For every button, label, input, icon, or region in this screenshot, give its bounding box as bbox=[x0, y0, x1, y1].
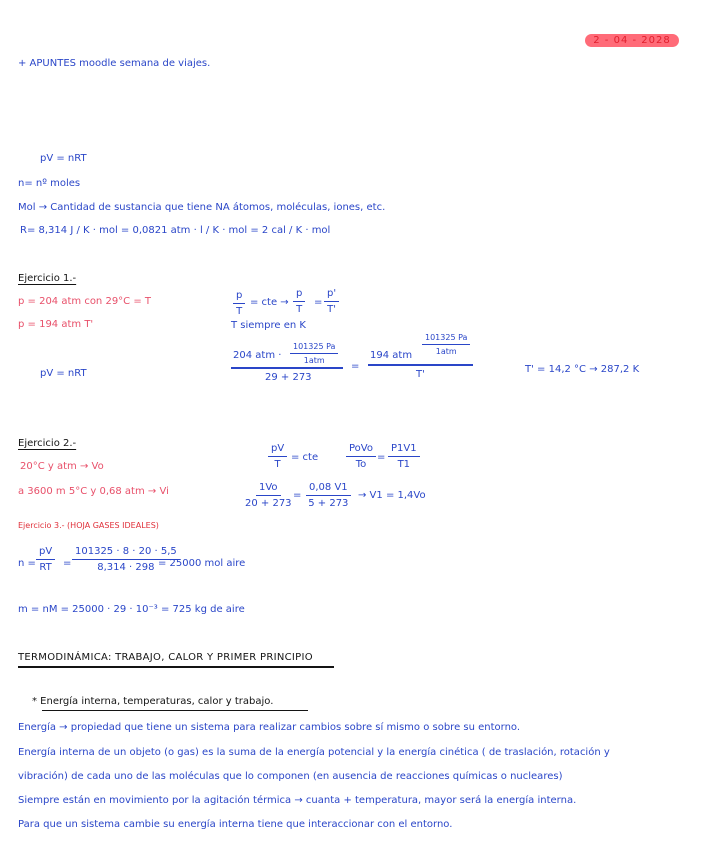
ej1-pa-conversion-right: 101325 Pa 1atm bbox=[422, 333, 470, 356]
ej1-pressure-2: p = 194 atm T' bbox=[18, 319, 94, 330]
ej1-equals: = bbox=[314, 297, 323, 308]
ej1-kelvin-note: T siempre en K bbox=[231, 320, 306, 331]
mol-definition: Mol → Cantidad de sustancia que tiene NA átomos, moléculas, iones, etc. bbox=[18, 202, 386, 213]
ej1-fraction-p-prime: $\frac{p'}{T'}$ bbox=[324, 288, 339, 315]
ej2-cte: = cte bbox=[291, 452, 319, 463]
ej2-condition-1: 20°C y atm → Vo bbox=[20, 461, 104, 472]
ej3-fraction-pv-rt: $\frac{pV}{RT}$ bbox=[36, 546, 55, 573]
ej1-pa-conversion-left: 101325 Pa 1atm bbox=[290, 342, 338, 365]
ej2-fraction-p1v1: $\frac{P1V1}{T1}$ bbox=[388, 443, 420, 470]
ej2-fraction-v1: $\frac{0,08 V1}{5 + 273}$ bbox=[306, 482, 351, 509]
ej3-n-result: = 25000 mol aire bbox=[158, 558, 246, 569]
date-highlight: 2 - 04 - 2028 bbox=[585, 34, 679, 47]
ej1-right-prefix: 194 atm bbox=[370, 350, 413, 361]
ej1-left-fraction-bar bbox=[231, 367, 343, 369]
ej2-condition-2: a 3600 m 5°C y 0,68 atm → Vi bbox=[18, 486, 169, 497]
ej2-equals-1: = bbox=[377, 452, 386, 463]
r-constant: R= 8,314 J / K · mol = 0,0821 atm · l / K · mol = 2 cal / K · mol bbox=[20, 225, 331, 236]
ej2-fraction-povo: PoVo To bbox=[346, 443, 376, 470]
subheading-underline bbox=[42, 710, 308, 711]
ideal-gas-law: pV = nRT bbox=[40, 153, 87, 164]
ej1-cte-arrow: = cte → bbox=[250, 297, 289, 308]
ej1-gas-law: pV = nRT bbox=[40, 368, 87, 379]
termodinamica-heading: TERMODINÁMICA: TRABAJO, CALOR Y PRIMER PRINCIPIO bbox=[18, 652, 313, 663]
paragraph-energia: Energía → propiedad que tiene un sistema para realizar cambios sobre sí mismo o sobre su entorno. bbox=[18, 722, 521, 733]
ejercicio-1-title: Ejercicio 1.- bbox=[18, 273, 77, 284]
paragraph-movimiento: Siempre están en movimiento por la agitación térmica → cuanta + temperatura, mayor será la energía interna. bbox=[18, 795, 577, 806]
ej1-left-denominator: 29 + 273 bbox=[265, 372, 312, 383]
ejercicio-3-title: Ejercicio 3.- (HOJA GASES IDEALES) bbox=[18, 521, 159, 530]
ej2-equals-2: = bbox=[293, 490, 302, 501]
n-definition: n= nº moles bbox=[18, 178, 81, 189]
ej2-fraction-pv-t: $\frac{pV}{T}$ bbox=[268, 443, 287, 470]
ej3-fraction-values: $\frac{101325 \cdot 8 \cdot 20 \cdot 5,5}{8,314 \cdot 298}$ bbox=[72, 546, 180, 573]
ej1-result: T' = 14,2 °C → 287,2 K bbox=[525, 364, 640, 375]
termo-subheading: * Energía interna, temperaturas, calor y trabajo. bbox=[32, 696, 274, 707]
ej1-right-denominator: T' bbox=[416, 369, 425, 380]
paragraph-energia-interna: Energía interna de un objeto (o gas) es la suma de la energía potencial y la energía cinética ( de traslación, rotación y bbox=[18, 747, 610, 758]
ej3-mass-line: m = nM = 25000 · 29 · 10⁻³ = 725 kg de aire bbox=[18, 604, 245, 615]
ej1-left-prefix: 204 atm · bbox=[233, 350, 282, 361]
ej2-result: → V1 = 1,4Vo bbox=[358, 490, 426, 501]
ej1-pressure-1: p = 204 atm con 29°C = T bbox=[18, 296, 152, 307]
ej1-fraction-p-t-2: $\frac{p}{T}$ bbox=[293, 288, 305, 315]
paragraph-interaccion: Para que un sistema cambie su energía interna tiene que interaccionar con el entorno. bbox=[18, 819, 453, 830]
heading-underline bbox=[18, 666, 334, 668]
paragraph-vibracion: vibración) de cada uno de las moléculas que lo componen (en ausencia de reacciones químicas o nucleares) bbox=[18, 771, 563, 782]
apuntes-note: + APUNTES moodle semana de viajes. bbox=[18, 58, 211, 69]
ej1-fraction-p-t: $\frac{p}{T}$ bbox=[233, 290, 245, 317]
ej2-fraction-vo: $\frac{1Vo}{20 + 273}$ bbox=[245, 482, 292, 509]
ej1-big-equals: = bbox=[351, 361, 360, 372]
ejercicio-2-title: Ejercicio 2.- bbox=[18, 438, 77, 449]
ej3-equals: = bbox=[63, 558, 72, 569]
ej3-n-prefix: n = bbox=[18, 558, 36, 569]
ej1-right-fraction-bar bbox=[368, 364, 473, 366]
